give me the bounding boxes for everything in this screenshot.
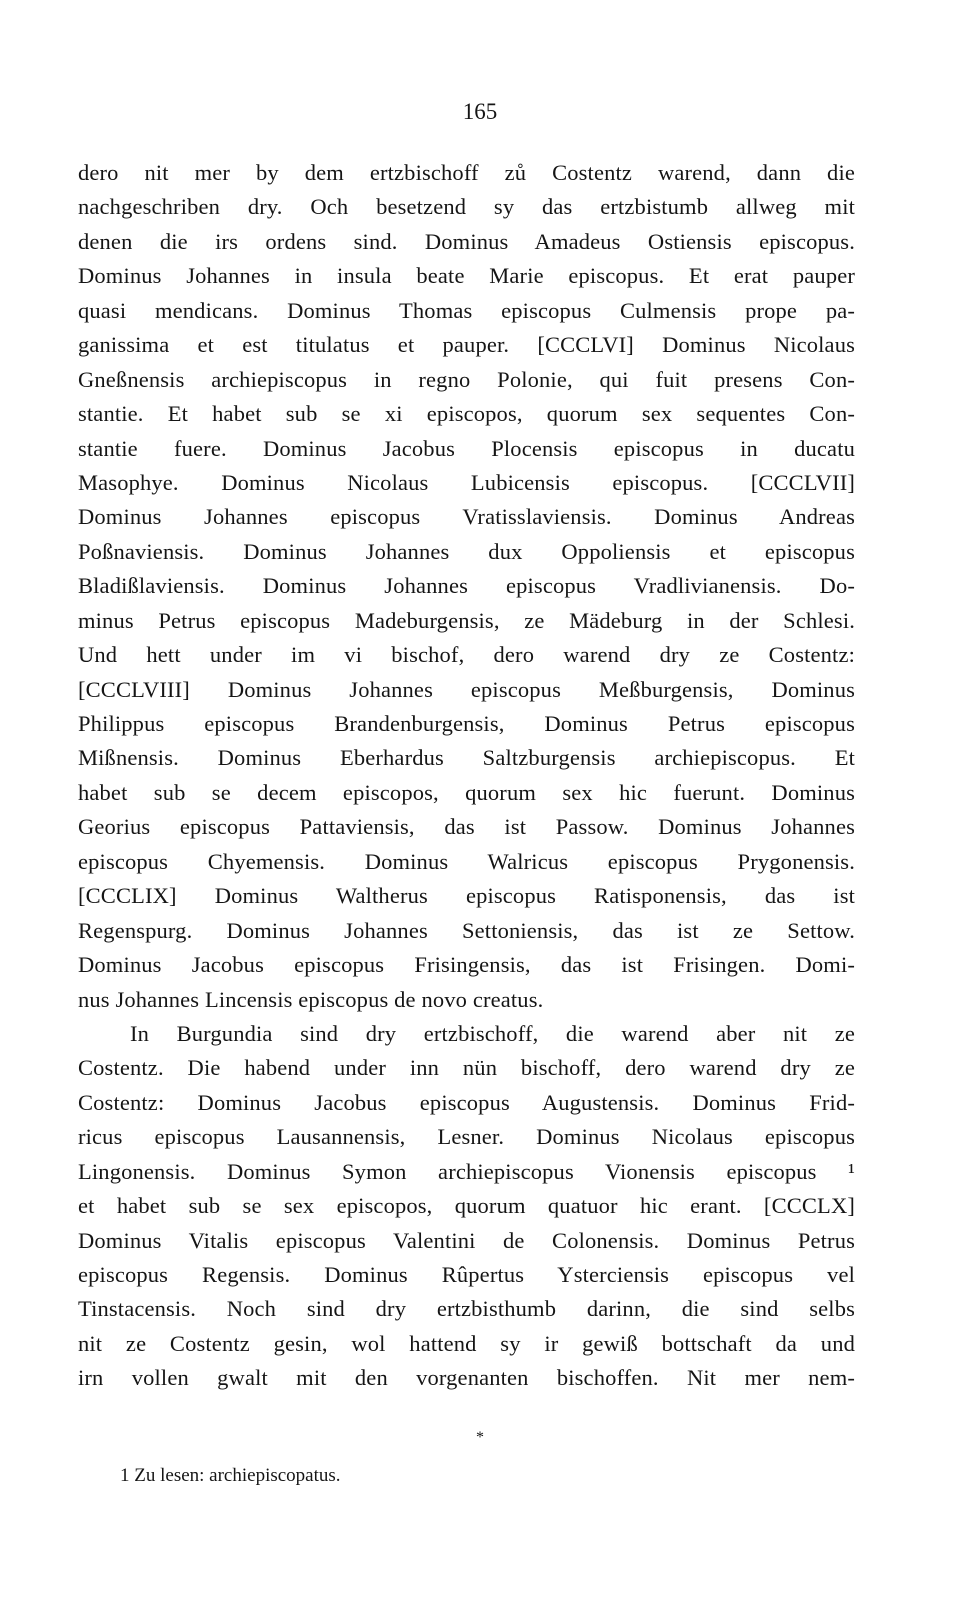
- text-line: Gneßnensis archiepiscopus in regno Polonie, qui fuit presens Con-: [78, 366, 855, 392]
- paragraph-1: [78, 156, 855, 1017]
- footnote-separator: *: [476, 1429, 484, 1446]
- text-line: habet sub se decem episcopos, quorum sex hic fuerunt. Dominus: [78, 779, 855, 805]
- text-line: Dominus Johannes in insula beate Marie episcopus. Et erat pauper: [78, 263, 855, 289]
- text-line: Costentz. Die habend under inn nün bischoff, dero warend dry ze: [78, 1055, 855, 1081]
- text-line: Tinstacensis. Noch sind dry ertzbisthumb darinn, die sind selbs: [78, 1296, 855, 1322]
- text-line: nachgeschriben dry. Och besetzend sy das ertzbistumb allweg mit: [78, 194, 855, 220]
- text-line: ricus episcopus Lausannensis, Lesner. Dominus Nicolaus episcopus: [78, 1124, 855, 1150]
- text-line: minus Petrus episcopus Madeburgensis, ze Mädeburg in der Schlesi.: [78, 607, 855, 633]
- text-line: Costentz: Dominus Jacobus episcopus Augustensis. Dominus Frid-: [78, 1089, 855, 1115]
- text-line: Masophye. Dominus Nicolaus Lubicensis episcopus. [CCCLVII]: [78, 469, 855, 495]
- text-line: [CCCLVIII] Dominus Johannes episcopus Meßburgensis, Dominus: [78, 676, 855, 702]
- text-line: et habet sub se sex episcopos, quorum quatuor hic erant. [CCCLX]: [78, 1193, 855, 1219]
- footnote: 1 Zu lesen: archiepiscopatus.: [120, 1465, 341, 1486]
- main-text: [78, 156, 855, 1396]
- text-line: [CCCLIX] Dominus Waltherus episcopus Ratisponensis, das ist: [78, 883, 855, 909]
- paragraph-2: [78, 1017, 855, 1396]
- text-line: Regenspurg. Dominus Johannes Settoniensis, das ist ze Settow.: [78, 917, 855, 943]
- text-line: Und hett under im vi bischof, dero warend dry ze Costentz:: [78, 642, 855, 668]
- text-line: In Burgundia sind dry ertzbischoff, die warend aber nit ze: [130, 1020, 855, 1046]
- text-line: episcopus Chyemensis. Dominus Walricus episcopus Prygonensis.: [78, 848, 855, 874]
- text-line: stantie fuere. Dominus Jacobus Plocensis episcopus in ducatu: [78, 435, 855, 461]
- text-line: nit ze Costentz gesin, wol hattend sy ir gewiß bottschaft da und: [78, 1330, 855, 1356]
- text-line: quasi mendicans. Dominus Thomas episcopus Culmensis prope pa-: [78, 297, 855, 323]
- text-line: denen die irs ordens sind. Dominus Amadeus Ostiensis episcopus.: [78, 228, 855, 254]
- text-line: Dominus Vitalis episcopus Valentini de Colonensis. Dominus Petrus: [78, 1227, 855, 1253]
- page-number: 165: [462, 99, 498, 124]
- text-line: Poßnaviensis. Dominus Johannes dux Oppoliensis et episcopus: [78, 538, 855, 564]
- text-line: Bladißlaviensis. Dominus Johannes episcopus Vradlivianensis. Do-: [78, 573, 855, 599]
- text-line: Philippus episcopus Brandenburgensis, Dominus Petrus episcopus: [78, 711, 855, 736]
- text-line: irn vollen gwalt mit den vorgenanten bischoffen. Nit mer nem-: [78, 1365, 855, 1391]
- text-line: Lingonensis. Dominus Symon archiepiscopus Vionensis episcopus ¹: [78, 1158, 855, 1184]
- text-line: dero nit mer by dem ertzbischoff zů Costentz warend, dann die: [78, 160, 855, 185]
- text-line: Dominus Johannes episcopus Vratisslaviensis. Dominus Andreas: [78, 504, 855, 530]
- text-line: episcopus Regensis. Dominus Rûpertus Ysterciensis episcopus vel: [78, 1262, 855, 1287]
- text-line: Dominus Jacobus episcopus Frisingensis, das ist Frisingen. Domi-: [78, 952, 855, 978]
- text-line: stantie. Et habet sub se xi episcopos, quorum sex sequentes Con-: [78, 401, 855, 427]
- text-line: Georius episcopus Pattaviensis, das ist Passow. Dominus Johannes: [78, 814, 855, 840]
- text-line: nus Johannes Lincensis episcopus de novo creatus.: [78, 986, 544, 1012]
- text-line: Mißnensis. Dominus Eberhardus Saltzburgensis archiepiscopus. Et: [78, 745, 855, 771]
- text-line: ganissima et est titulatus et pauper. [CCCLVI] Dominus Nicolaus: [78, 332, 855, 358]
